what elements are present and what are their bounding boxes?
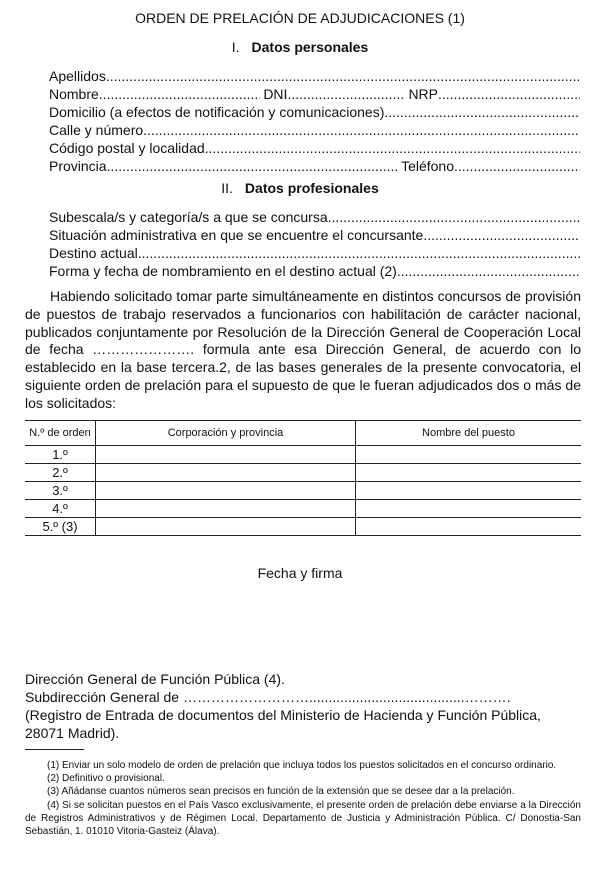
table-row [25,464,581,482]
corporacion-cell[interactable] [96,482,356,500]
puesto-cell[interactable] [356,482,582,500]
field-label: Provincia [49,158,107,174]
column-header: N.º de orden [25,421,96,446]
order-number: 4.º [25,500,96,518]
dotted-fill [99,85,261,103]
field-subescala[interactable] [49,208,580,226]
order-number: 1.º [25,446,96,464]
field-label: Teléfono [401,158,454,174]
dotted-fill [138,244,580,262]
dotted-fill [423,226,580,244]
field-codigo-postal[interactable] [49,139,580,157]
field-label: Apellidos [49,68,106,84]
field-label: Forma y fecha de nombramiento en el destino actual (2) [49,263,397,279]
footnote: (1) Enviar un solo modelo de orden de prelación que incluya todos los puestos solicitados en el concurso ordinario. [47,760,557,771]
preference-table [25,420,581,536]
dotted-fill [287,85,405,103]
order-number: 5.º (3) [25,518,96,536]
field-forma-fecha[interactable] [49,262,580,280]
field-apellidos[interactable] [49,67,580,85]
address-line: Subdirección General de ………………………........................................………. [25,689,511,705]
field-label: Destino actual [49,245,138,261]
dotted-fill [384,103,580,121]
order-number: 2.º [25,464,96,482]
section-title: Datos personales [251,39,369,55]
dotted-fill [397,262,580,280]
table-header-row [25,421,581,446]
order-number: 3.º [25,482,96,500]
field-domicilio[interactable] [49,103,580,121]
section-number: II. [221,180,233,196]
dotted-fill [143,121,580,139]
field-nombre-dni-nrp[interactable] [49,85,580,103]
dotted-fill [106,67,580,85]
date-signature-label: Fecha y firma [257,565,343,581]
footnote: (4) Si se solicitan puestos en el País Vasco exclusivamente, el presente orden de prelación debe enviarse a la Dirección de Registros Administrativos y de Régimen Local. Departamento de Justicia y Administración Pública. C/ Donostia-San Sebastián, 1. 01010 Vitoria-Gasteiz (Álava). [25,799,581,838]
address-line: (Registro de Entrada de documentos del Ministerio de Hacienda y Función Pública, 28071 Madrid). [25,707,541,741]
dotted-fill [107,157,398,175]
field-label: NRP [408,86,438,102]
corporacion-cell[interactable] [96,500,356,518]
table-row [25,518,581,536]
section-professional-heading [0,180,600,196]
footnote-divider [25,749,84,750]
puesto-cell[interactable] [356,518,582,536]
column-header: Nombre del puesto [356,421,582,446]
puesto-cell[interactable] [356,446,582,464]
field-situacion[interactable] [49,226,580,244]
puesto-cell[interactable] [356,500,582,518]
document-title: ORDEN DE PRELACIÓN DE ADJUDICACIONES (1) [135,10,465,26]
table-row [25,446,581,464]
table-row [25,500,581,518]
field-label: Código postal y localidad [49,140,205,156]
table-row [25,482,581,500]
field-label: DNI [263,86,288,102]
field-label: Domicilio (a efectos de notificación y comunicaciones) [49,104,385,120]
address-line: Dirección General de Función Pública (4). [25,671,285,687]
recipient-address [25,670,581,742]
corporacion-cell[interactable] [96,446,356,464]
dotted-fill [328,208,580,226]
corporacion-cell[interactable] [96,464,356,482]
footnote: (3) Añádanse cuantos números sean precisos en función de la extensión que se desee dar a la prelación. [47,786,515,798]
field-label: Situación administrativa en que se encuentre el concursante [49,227,424,243]
field-destino[interactable] [49,244,580,262]
field-calle[interactable] [49,121,580,139]
field-label: Subescala/s y categoría/s a que se concursa [49,209,328,225]
footnote: (2) Definitivo o provisional. [47,773,165,785]
column-header: Corporación y provincia [96,421,356,446]
corporacion-cell[interactable] [96,518,356,536]
puesto-cell[interactable] [356,464,582,482]
dotted-fill [438,85,580,103]
section-number: I. [231,39,240,55]
request-paragraph: Habiendo solicitado tomar parte simultáneamente en distintos concursos de provisión de puestos de trabajo reservados a funcionarios con habilitación de carácter nacional, publicados conjuntamente por Resolución de la Dirección General de Cooperación Local de fecha …………………. formula ante esa Dirección General, de acuerdo con lo establecido en la base tercera.2, de las bases generales de la presente convocatoria, el siguiente orden de prelación para el supuesto de que le fueran adjudicados dos o más de los solicitados: [25,288,581,411]
field-label: Nombre [49,86,99,102]
dotted-fill [205,139,580,157]
footnotes [25,759,581,838]
dotted-fill [454,157,580,175]
section-personal-heading [0,39,600,55]
personal-data-fields [49,67,580,175]
professional-data-fields [49,208,580,280]
field-provincia-telefono[interactable] [49,157,580,175]
section-title: Datos profesionales [244,180,379,196]
field-label: Calle y número [49,122,144,138]
